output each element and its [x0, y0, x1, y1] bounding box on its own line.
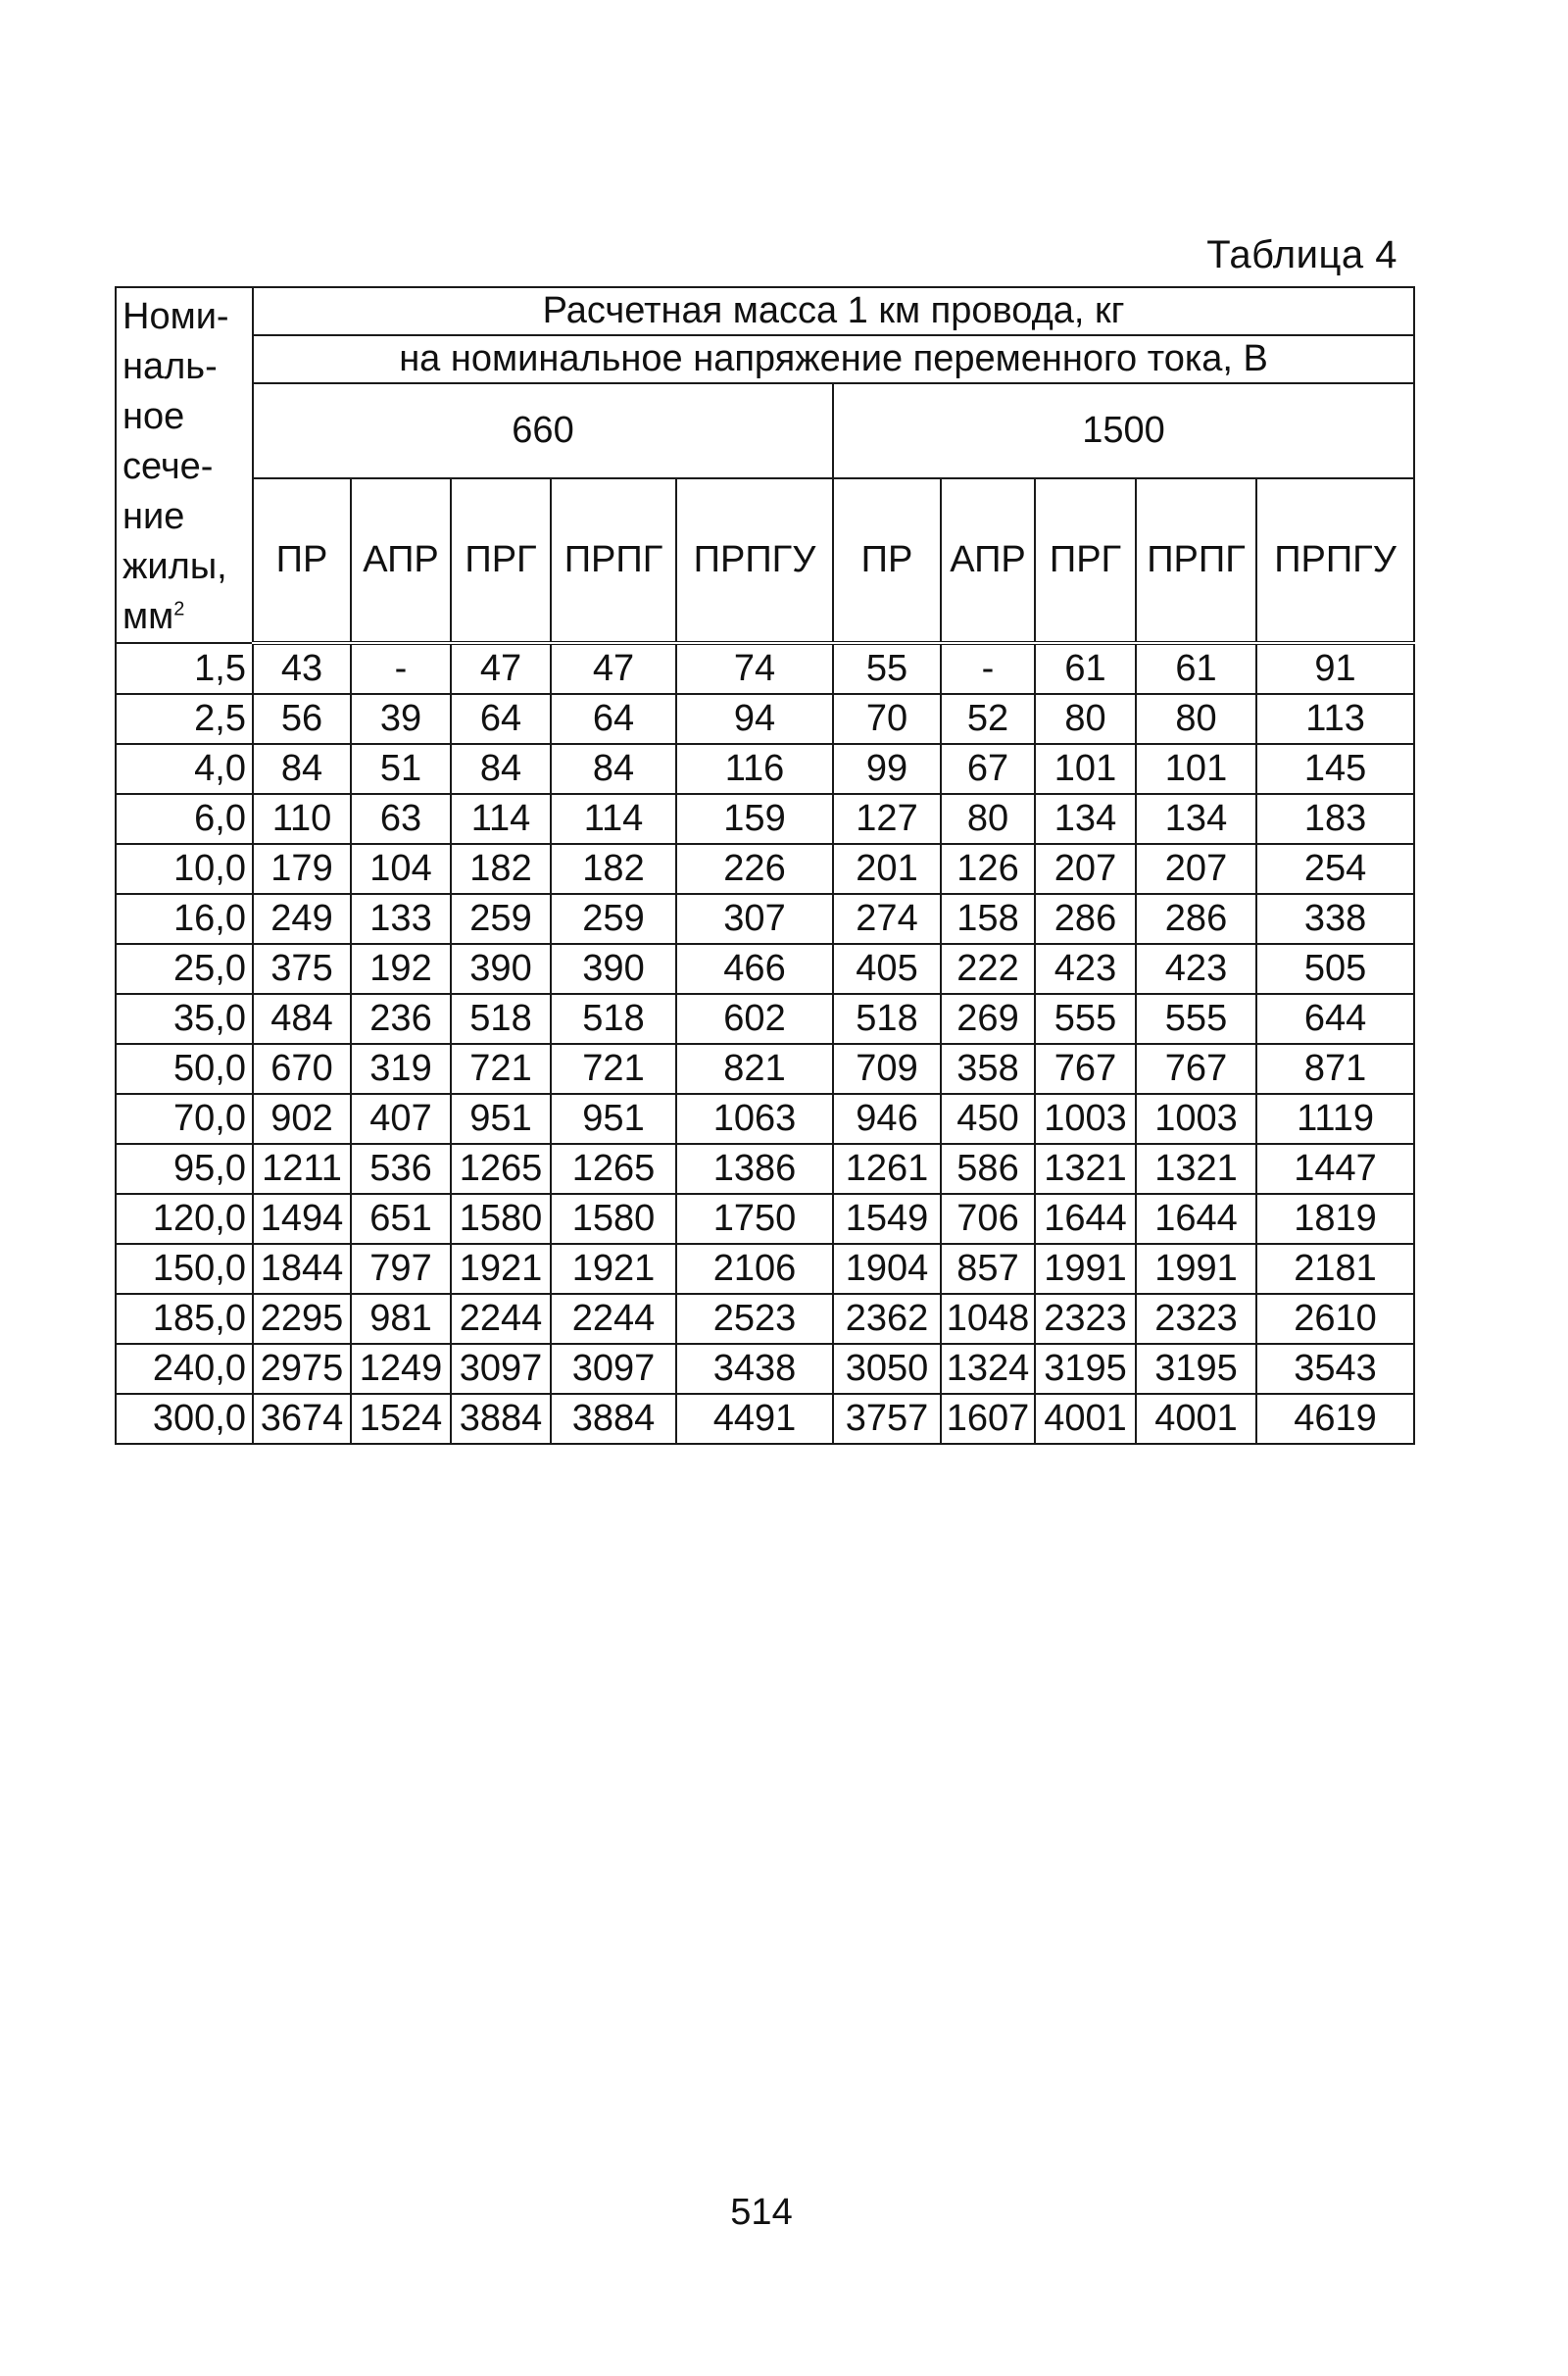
mass-cell: 358 — [941, 1044, 1035, 1094]
mass-cell: 3195 — [1136, 1344, 1256, 1394]
mass-cell: 644 — [1256, 994, 1414, 1044]
mass-cell: 405 — [833, 944, 941, 994]
mass-cell: 3097 — [551, 1344, 676, 1394]
mass-cell: 47 — [551, 643, 676, 694]
mass-cell: 2106 — [676, 1244, 833, 1294]
mass-cell: 307 — [676, 894, 833, 944]
mass-cell: 101 — [1136, 744, 1256, 794]
mass-cell: 80 — [1035, 694, 1136, 744]
mass-cell: 114 — [451, 794, 551, 844]
mass-cell: 259 — [551, 894, 676, 944]
mass-cell: 536 — [351, 1144, 451, 1194]
mass-cell: 1063 — [676, 1094, 833, 1144]
mass-cell: 104 — [351, 844, 451, 894]
column-header-1500: ПРПГУ — [1256, 478, 1414, 643]
table-row — [116, 994, 1414, 1044]
mass-cell: 2975 — [253, 1344, 351, 1394]
cross-section-cell: 300,0 — [116, 1394, 253, 1444]
mass-cell: 91 — [1256, 643, 1414, 694]
table-row — [116, 794, 1414, 844]
mass-cell: 721 — [451, 1044, 551, 1094]
mass-cell: 518 — [833, 994, 941, 1044]
mass-cell: 84 — [253, 744, 351, 794]
mass-cell: 56 — [253, 694, 351, 744]
cross-section-cell: 185,0 — [116, 1294, 253, 1344]
mass-cell: 1265 — [451, 1144, 551, 1194]
cross-section-cell: 150,0 — [116, 1244, 253, 1294]
mass-cell: 134 — [1035, 794, 1136, 844]
table-row — [116, 1244, 1414, 1294]
mass-cell: 80 — [1136, 694, 1256, 744]
mass-cell: 1447 — [1256, 1144, 1414, 1194]
mass-cell: 110 — [253, 794, 351, 844]
section-header-unit-exponent: 2 — [173, 598, 185, 620]
mass-cell: 721 — [551, 1044, 676, 1094]
mass-cell: 158 — [941, 894, 1035, 944]
mass-cell: 1119 — [1256, 1094, 1414, 1144]
cross-section-cell: 35,0 — [116, 994, 253, 1044]
mass-cell: 3884 — [551, 1394, 676, 1444]
mass-cell: 84 — [451, 744, 551, 794]
mass-cell: 338 — [1256, 894, 1414, 944]
section-header-unit: мм — [122, 596, 174, 637]
column-header-660: АПР — [351, 478, 451, 643]
mass-cell: 134 — [1136, 794, 1256, 844]
mass-cell: 670 — [253, 1044, 351, 1094]
section-header-line: ние — [122, 496, 185, 537]
mass-cell: 951 — [551, 1094, 676, 1144]
page-number: 514 — [730, 2192, 793, 2233]
cross-section-cell: 70,0 — [116, 1094, 253, 1144]
cross-section-cell: 120,0 — [116, 1194, 253, 1244]
mass-cell: 2181 — [1256, 1244, 1414, 1294]
mass-cell: 1750 — [676, 1194, 833, 1244]
section-header-line: жилы, — [122, 546, 227, 587]
mass-cell: 55 — [833, 643, 941, 694]
table-row — [116, 1044, 1414, 1094]
mass-cell: 375 — [253, 944, 351, 994]
table-row — [116, 1144, 1414, 1194]
mass-cell: 259 — [451, 894, 551, 944]
mass-cell: 709 — [833, 1044, 941, 1094]
mass-cell: 269 — [941, 994, 1035, 1044]
mass-cell: 249 — [253, 894, 351, 944]
mass-cell: 254 — [1256, 844, 1414, 894]
mass-cell: 222 — [941, 944, 1035, 994]
cross-section-cell: 50,0 — [116, 1044, 253, 1094]
mass-cell: 651 — [351, 1194, 451, 1244]
mass-cell: 1211 — [253, 1144, 351, 1194]
table-row — [116, 894, 1414, 944]
mass-cell: 274 — [833, 894, 941, 944]
mass-cell: 145 — [1256, 744, 1414, 794]
mass-cell: 182 — [451, 844, 551, 894]
mass-cell: 3438 — [676, 1344, 833, 1394]
mass-cell: 767 — [1035, 1044, 1136, 1094]
section-header-line: Номи- — [122, 296, 229, 337]
mass-cell: 192 — [351, 944, 451, 994]
mass-cell: 1844 — [253, 1244, 351, 1294]
cross-section-cell: 2,5 — [116, 694, 253, 744]
mass-cell: 555 — [1136, 994, 1256, 1044]
section-header-line: сече- — [122, 446, 214, 487]
mass-cell: - — [351, 643, 451, 694]
table-row — [116, 694, 1414, 744]
mass-cell: 113 — [1256, 694, 1414, 744]
wire-mass-table — [115, 286, 1415, 1445]
mass-cell: 390 — [451, 944, 551, 994]
mass-cell: 39 — [351, 694, 451, 744]
mass-cell: 80 — [941, 794, 1035, 844]
mass-cell: 159 — [676, 794, 833, 844]
table-row — [116, 643, 1414, 694]
mass-cell: 505 — [1256, 944, 1414, 994]
mass-cell: 1991 — [1136, 1244, 1256, 1294]
mass-cell: 207 — [1035, 844, 1136, 894]
mass-cell: - — [941, 643, 1035, 694]
mass-cell: 1580 — [551, 1194, 676, 1244]
mass-cell: 1524 — [351, 1394, 451, 1444]
table-row — [116, 1194, 1414, 1244]
table-subtitle: на номинальное напряжение переменного тока, В — [253, 335, 1414, 383]
mass-cell: 61 — [1136, 643, 1256, 694]
cross-section-cell: 240,0 — [116, 1344, 253, 1394]
mass-cell: 286 — [1136, 894, 1256, 944]
mass-cell: 390 — [551, 944, 676, 994]
column-header-660: ПРПГ — [551, 478, 676, 643]
mass-cell: 67 — [941, 744, 1035, 794]
section-header — [116, 287, 253, 643]
mass-cell: 1048 — [941, 1294, 1035, 1344]
cross-section-cell: 16,0 — [116, 894, 253, 944]
mass-cell: 4619 — [1256, 1394, 1414, 1444]
mass-cell: 101 — [1035, 744, 1136, 794]
mass-cell: 1386 — [676, 1144, 833, 1194]
table-row — [116, 1394, 1414, 1444]
mass-cell: 114 — [551, 794, 676, 844]
mass-cell: 1644 — [1136, 1194, 1256, 1244]
mass-cell: 586 — [941, 1144, 1035, 1194]
mass-cell: 1644 — [1035, 1194, 1136, 1244]
column-header-660: ПРПГУ — [676, 478, 833, 643]
mass-cell: 1819 — [1256, 1194, 1414, 1244]
mass-cell: 951 — [451, 1094, 551, 1144]
cross-section-cell: 1,5 — [116, 643, 253, 694]
mass-cell: 797 — [351, 1244, 451, 1294]
mass-cell: 2244 — [551, 1294, 676, 1344]
mass-cell: 1991 — [1035, 1244, 1136, 1294]
mass-cell: 450 — [941, 1094, 1035, 1144]
mass-cell: 3757 — [833, 1394, 941, 1444]
mass-cell: 179 — [253, 844, 351, 894]
table-title: Расчетная масса 1 км провода, кг — [253, 287, 1414, 335]
mass-cell: 466 — [676, 944, 833, 994]
mass-cell: 61 — [1035, 643, 1136, 694]
mass-cell: 706 — [941, 1194, 1035, 1244]
mass-cell: 407 — [351, 1094, 451, 1144]
mass-cell: 1261 — [833, 1144, 941, 1194]
table-caption: Таблица 4 — [1206, 233, 1397, 276]
mass-cell: 286 — [1035, 894, 1136, 944]
mass-cell: 2523 — [676, 1294, 833, 1344]
mass-cell: 3097 — [451, 1344, 551, 1394]
mass-cell: 518 — [551, 994, 676, 1044]
mass-cell: 1003 — [1035, 1094, 1136, 1144]
mass-cell: 127 — [833, 794, 941, 844]
mass-cell: 1921 — [451, 1244, 551, 1294]
mass-cell: 182 — [551, 844, 676, 894]
mass-cell: 3543 — [1256, 1344, 1414, 1394]
mass-cell: 555 — [1035, 994, 1136, 1044]
mass-cell: 116 — [676, 744, 833, 794]
cross-section-cell: 10,0 — [116, 844, 253, 894]
table-row — [116, 1294, 1414, 1344]
mass-cell: 226 — [676, 844, 833, 894]
mass-cell: 1265 — [551, 1144, 676, 1194]
mass-cell: 981 — [351, 1294, 451, 1344]
mass-cell: 319 — [351, 1044, 451, 1094]
mass-cell: 1607 — [941, 1394, 1035, 1444]
mass-cell: 3884 — [451, 1394, 551, 1444]
mass-cell: 4001 — [1136, 1394, 1256, 1444]
mass-cell: 3195 — [1035, 1344, 1136, 1394]
table-row — [116, 844, 1414, 894]
mass-cell: 1494 — [253, 1194, 351, 1244]
mass-cell: 3050 — [833, 1344, 941, 1394]
mass-cell: 183 — [1256, 794, 1414, 844]
mass-cell: 2610 — [1256, 1294, 1414, 1344]
mass-cell: 871 — [1256, 1044, 1414, 1094]
voltage-1500-header: 1500 — [833, 383, 1414, 477]
mass-cell: 2295 — [253, 1294, 351, 1344]
cross-section-cell: 4,0 — [116, 744, 253, 794]
mass-cell: 2323 — [1035, 1294, 1136, 1344]
mass-cell: 84 — [551, 744, 676, 794]
mass-cell: 423 — [1035, 944, 1136, 994]
mass-cell: 4001 — [1035, 1394, 1136, 1444]
mass-cell: 2362 — [833, 1294, 941, 1344]
column-header-660: ПР — [253, 478, 351, 643]
table-row — [116, 1344, 1414, 1394]
mass-cell: 99 — [833, 744, 941, 794]
column-header-1500: ПР — [833, 478, 941, 643]
mass-cell: 767 — [1136, 1044, 1256, 1094]
mass-cell: 64 — [451, 694, 551, 744]
mass-cell: 207 — [1136, 844, 1256, 894]
mass-cell: 64 — [551, 694, 676, 744]
mass-cell: 423 — [1136, 944, 1256, 994]
mass-cell: 3674 — [253, 1394, 351, 1444]
mass-cell: 518 — [451, 994, 551, 1044]
cross-section-cell: 95,0 — [116, 1144, 253, 1194]
column-header-1500: ПРПГ — [1136, 478, 1256, 643]
mass-cell: 51 — [351, 744, 451, 794]
mass-cell: 857 — [941, 1244, 1035, 1294]
mass-cell: 1249 — [351, 1344, 451, 1394]
column-header-660: ПРГ — [451, 478, 551, 643]
column-header-1500: АПР — [941, 478, 1035, 643]
mass-cell: 1921 — [551, 1244, 676, 1294]
mass-cell: 43 — [253, 643, 351, 694]
mass-cell: 52 — [941, 694, 1035, 744]
mass-cell: 902 — [253, 1094, 351, 1144]
table-row — [116, 744, 1414, 794]
mass-cell: 1321 — [1035, 1144, 1136, 1194]
mass-cell: 1321 — [1136, 1144, 1256, 1194]
mass-cell: 602 — [676, 994, 833, 1044]
table-row — [116, 1094, 1414, 1144]
mass-cell: 201 — [833, 844, 941, 894]
mass-cell: 1904 — [833, 1244, 941, 1294]
mass-cell: 1324 — [941, 1344, 1035, 1394]
mass-cell: 47 — [451, 643, 551, 694]
table-row — [116, 944, 1414, 994]
mass-cell: 2244 — [451, 1294, 551, 1344]
mass-cell: 1580 — [451, 1194, 551, 1244]
mass-cell: 2323 — [1136, 1294, 1256, 1344]
mass-cell: 133 — [351, 894, 451, 944]
mass-cell: 236 — [351, 994, 451, 1044]
mass-cell: 946 — [833, 1094, 941, 1144]
mass-cell: 74 — [676, 643, 833, 694]
mass-cell: 94 — [676, 694, 833, 744]
mass-cell: 1549 — [833, 1194, 941, 1244]
mass-cell: 4491 — [676, 1394, 833, 1444]
section-header-line: наль- — [122, 346, 218, 387]
mass-cell: 126 — [941, 844, 1035, 894]
mass-cell: 821 — [676, 1044, 833, 1094]
voltage-660-header: 660 — [253, 383, 833, 477]
cross-section-cell: 6,0 — [116, 794, 253, 844]
section-header-line: ное — [122, 396, 185, 437]
mass-cell: 63 — [351, 794, 451, 844]
cross-section-cell: 25,0 — [116, 944, 253, 994]
mass-cell: 70 — [833, 694, 941, 744]
mass-cell: 484 — [253, 994, 351, 1044]
column-header-1500: ПРГ — [1035, 478, 1136, 643]
mass-cell: 1003 — [1136, 1094, 1256, 1144]
